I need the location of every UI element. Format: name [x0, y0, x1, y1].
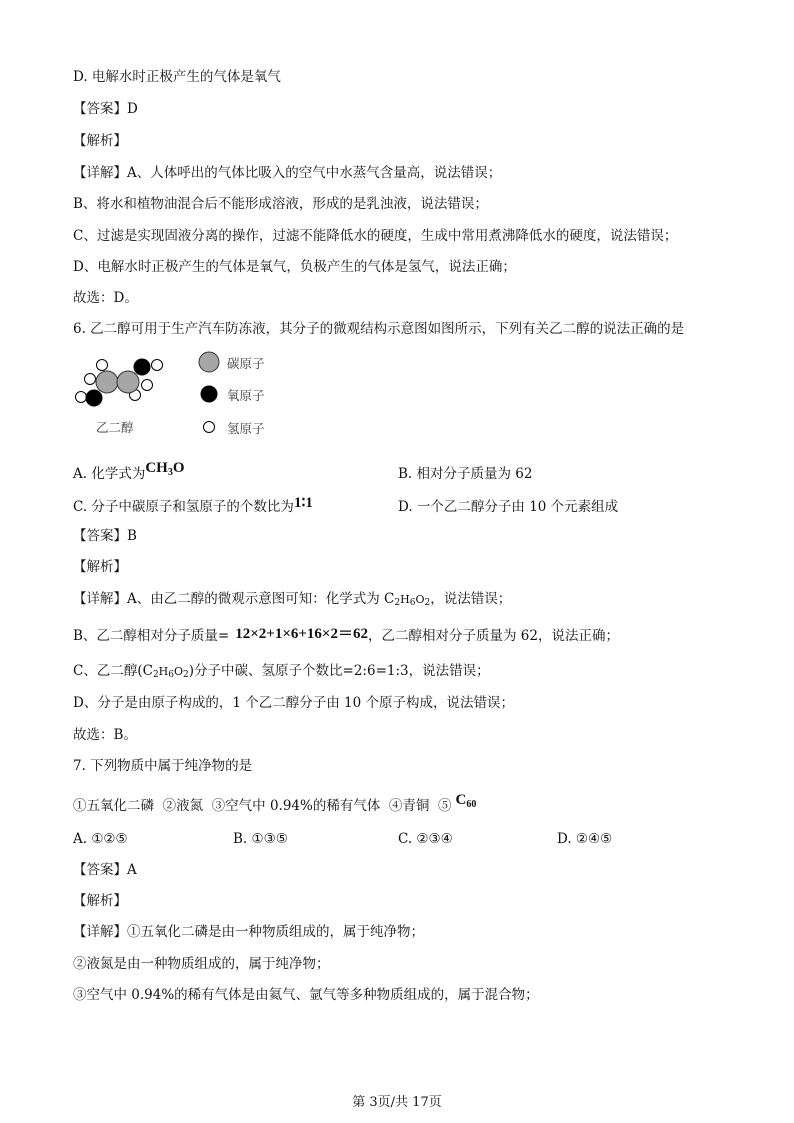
q7-option-a: A. ①②⑤ [73, 831, 128, 847]
carbon-atom [117, 371, 139, 393]
q5-detail-d: D、电解水时正极产生的气体是氧气，负极产生的气体是氢气，说法正确； [73, 259, 516, 275]
legend-carbon-label: 碳原子 [227, 356, 265, 371]
q7-detail-1: 【详解】①五氧化二磷是由一种物质组成的，属于纯净物； [73, 924, 424, 940]
relative-mass-formula: 12×2+1×6+16×2＝62 [235, 626, 368, 642]
hydrogen-atom [85, 374, 96, 385]
q7-analysis: 【解析】 [73, 893, 127, 909]
q7-answer: 【答案】A [73, 862, 137, 878]
q6-detail-a: 【详解】A、由乙二醇的微观示意图可知：化学式为 $C_2H_6O_2$，说法错误； [73, 591, 512, 608]
oxygen-atom [134, 359, 151, 376]
ratio-1-1: 1∶1 [293, 495, 313, 511]
q7-stem: 7. 下列物质中属于纯净物的是 [73, 758, 253, 774]
carbon-atom [96, 371, 118, 393]
q6-answer: 【答案】B [73, 528, 137, 544]
hydrogen-atom [76, 392, 87, 403]
q5-detail-a: 【详解】A、人体呼出的气体比吸入的空气中水蒸气含量高，说法错误； [73, 165, 502, 181]
figure-caption: 乙二醇 [96, 420, 134, 435]
q5-analysis: 【解析】 [73, 133, 127, 149]
q6-detail-c: C、乙二醇$(C_2H_6O_2)$分子中碳、氢原子个数比=2:6=1:3，说法错误； [73, 663, 490, 680]
hydrogen-atom [152, 360, 163, 371]
formula-c60: $C_{60}$ [455, 792, 477, 810]
q5-answer: 【答案】D [73, 101, 138, 117]
q6-molecule-figure [70, 350, 280, 440]
q7-items: ①五氧化二磷 ②液氮 ③空气中 0.94%的稀有气体 ④青铜 ⑤ $C_{60}$ [73, 792, 477, 814]
hydrogen-atom [142, 380, 153, 391]
q7-detail-3: ③空气中 0.94%的稀有气体是由氦气、氩气等多种物质组成的，属于混合物； [73, 987, 539, 1003]
page-footer: 第 3页/共 17页 [352, 1095, 442, 1110]
q5-detail-c: C、过滤是实现固液分离的操作，过滤不能降低水的硬度，生成中常用煮沸降低水的硬度，说法错误； [73, 228, 678, 244]
q6-conclusion: 故选：B。 [73, 727, 137, 743]
q7-option-d: D. ②④⑤ [557, 831, 613, 847]
q6-option-c: C. 分子中碳原子和氢原子的个数比为1∶1 [73, 495, 313, 515]
q6-option-d: D. 一个乙二醇分子由 10 个元素组成 [398, 499, 619, 515]
q5-detail-b: B、将水和植物油混合后不能形成溶液，形成的是乳浊液，说法错误； [73, 196, 488, 212]
carbon-legend-icon [198, 351, 220, 373]
oxygen-atom [86, 390, 103, 407]
q6-stem: 6. 乙二醇可用于生产汽车防冻液，其分子的微观结构示意图如图所示，下列有关乙二醇的说法正确的是 [73, 321, 685, 337]
q6-detail-b: B、乙二醇相对分子质量= 12×2+1×6+16×2＝62，乙二醇相对分子质量为 62，说法正确； [73, 626, 619, 644]
oxygen-legend-icon [198, 383, 220, 405]
hydrogen-atom [97, 360, 108, 371]
q7-option-b: B. ①③⑤ [233, 831, 288, 847]
ethylene-glycol-molecule-diagram [70, 354, 180, 414]
q6-detail-d: D、分子是由原子构成的，1 个乙二醇分子由 10 个原子构成，说法错误； [73, 695, 514, 711]
q7-detail-2: ②液氮是由一种物质组成的，属于纯净物； [73, 956, 330, 972]
legend-oxygen-label: 氧原子 [227, 388, 265, 403]
hydrogen-legend-icon [198, 416, 220, 438]
q6-option-b: B. 相对分子质量为 62 [398, 466, 533, 482]
legend-hydrogen-label: 氢原子 [227, 421, 265, 436]
q5-option-d: D. 电解水时正极产生的气体是氧气 [73, 69, 281, 85]
formula-ch3o: $CH_3O$ [145, 460, 185, 478]
q6-analysis: 【解析】 [73, 559, 127, 575]
q5-conclusion: 故选：D。 [73, 290, 138, 306]
q7-option-c: C. ②③④ [398, 831, 453, 847]
q6-option-a: A. 化学式为$CH_3O$ [73, 460, 185, 482]
